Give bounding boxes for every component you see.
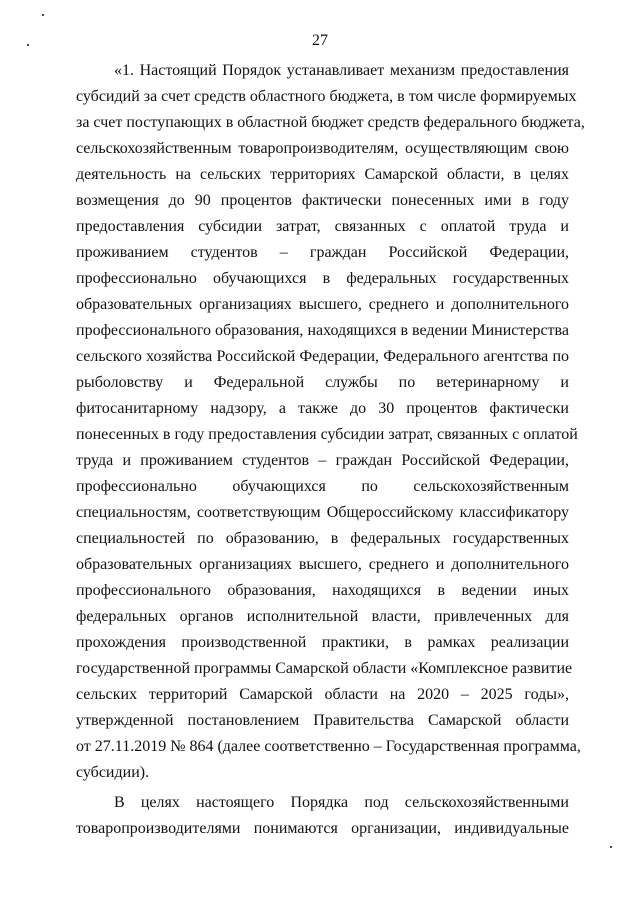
text-line: рыболовству и Федеральной службы по ветеринарному и	[76, 374, 569, 391]
text-line: специальностей по образованию, в федеральных государственных	[76, 530, 569, 547]
text-line: сельского хозяйства Российской Федерации, Федерального агентства по	[76, 348, 569, 365]
text-line: государственной программы Самарской области «Комплексное развитие	[76, 660, 573, 677]
text-line: понесенных в году предоставления субсидии затрат, связанных с оплатой	[76, 426, 578, 443]
scan-speck	[42, 14, 44, 16]
text-line: профессионально обучающихся по сельскохозяйственным	[76, 478, 569, 495]
text-line: проживанием студентов – граждан Российской Федерации,	[76, 244, 569, 261]
text-line: прохождения производственной практики, в рамках реализации	[76, 634, 569, 651]
text-line: сельскохозяйственным товаропроизводителям, осуществляющим свою	[76, 140, 569, 157]
text-line: сельских территорий Самарской области на 2020 – 2025 годы»,	[76, 686, 569, 703]
text-line: федеральных органов исполнительной власти, привлеченных для	[76, 608, 569, 625]
text-line: профессионально обучающихся в федеральных государственных	[76, 270, 569, 287]
text-line: субсидии).	[76, 764, 150, 781]
text-line: образовательных организациях высшего, среднего и дополнительного	[76, 556, 569, 573]
text-line: профессионального образования, находящихся в ведении Министерства	[76, 322, 569, 339]
text-line: товаропроизводителями понимаются организации, индивидуальные	[76, 820, 569, 837]
text-line: труда и проживанием студентов – граждан Российской Федерации,	[76, 452, 569, 469]
scan-speck	[610, 846, 612, 848]
text-line: специальностям, соответствующим Общероссийскому классификатору	[76, 504, 569, 521]
text-line: возмещения до 90 процентов фактически понесенных ими в году	[76, 192, 569, 209]
page-number: 27	[312, 32, 328, 49]
text-line: профессионального образования, находящихся в ведении иных	[76, 582, 569, 599]
text-line: от 27.11.2019 № 864 (далее соответственно – Государственная программа,	[76, 738, 581, 755]
text-line: фитосанитарному надзору, а также до 30 процентов фактически	[76, 400, 569, 417]
text-line: предоставления субсидии затрат, связанных с оплатой труда и	[76, 218, 569, 235]
text-line: образовательных организациях высшего, среднего и дополнительного	[76, 296, 569, 313]
text-line: утвержденной постановлением Правительства Самарской области	[76, 712, 569, 729]
text-line: субсидий за счет средств областного бюджета, в том числе формируемых	[76, 88, 577, 105]
text-line: за счет поступающих в областной бюджет средств федерального бюджета,	[76, 114, 585, 131]
text-line: деятельность на сельских территориях Самарской области, в целях	[76, 166, 569, 183]
text-line: В целях настоящего Порядка под сельскохозяйственными	[114, 794, 569, 811]
text-line: «1. Настоящий Порядок устанавливает механизм предоставления	[114, 62, 569, 79]
